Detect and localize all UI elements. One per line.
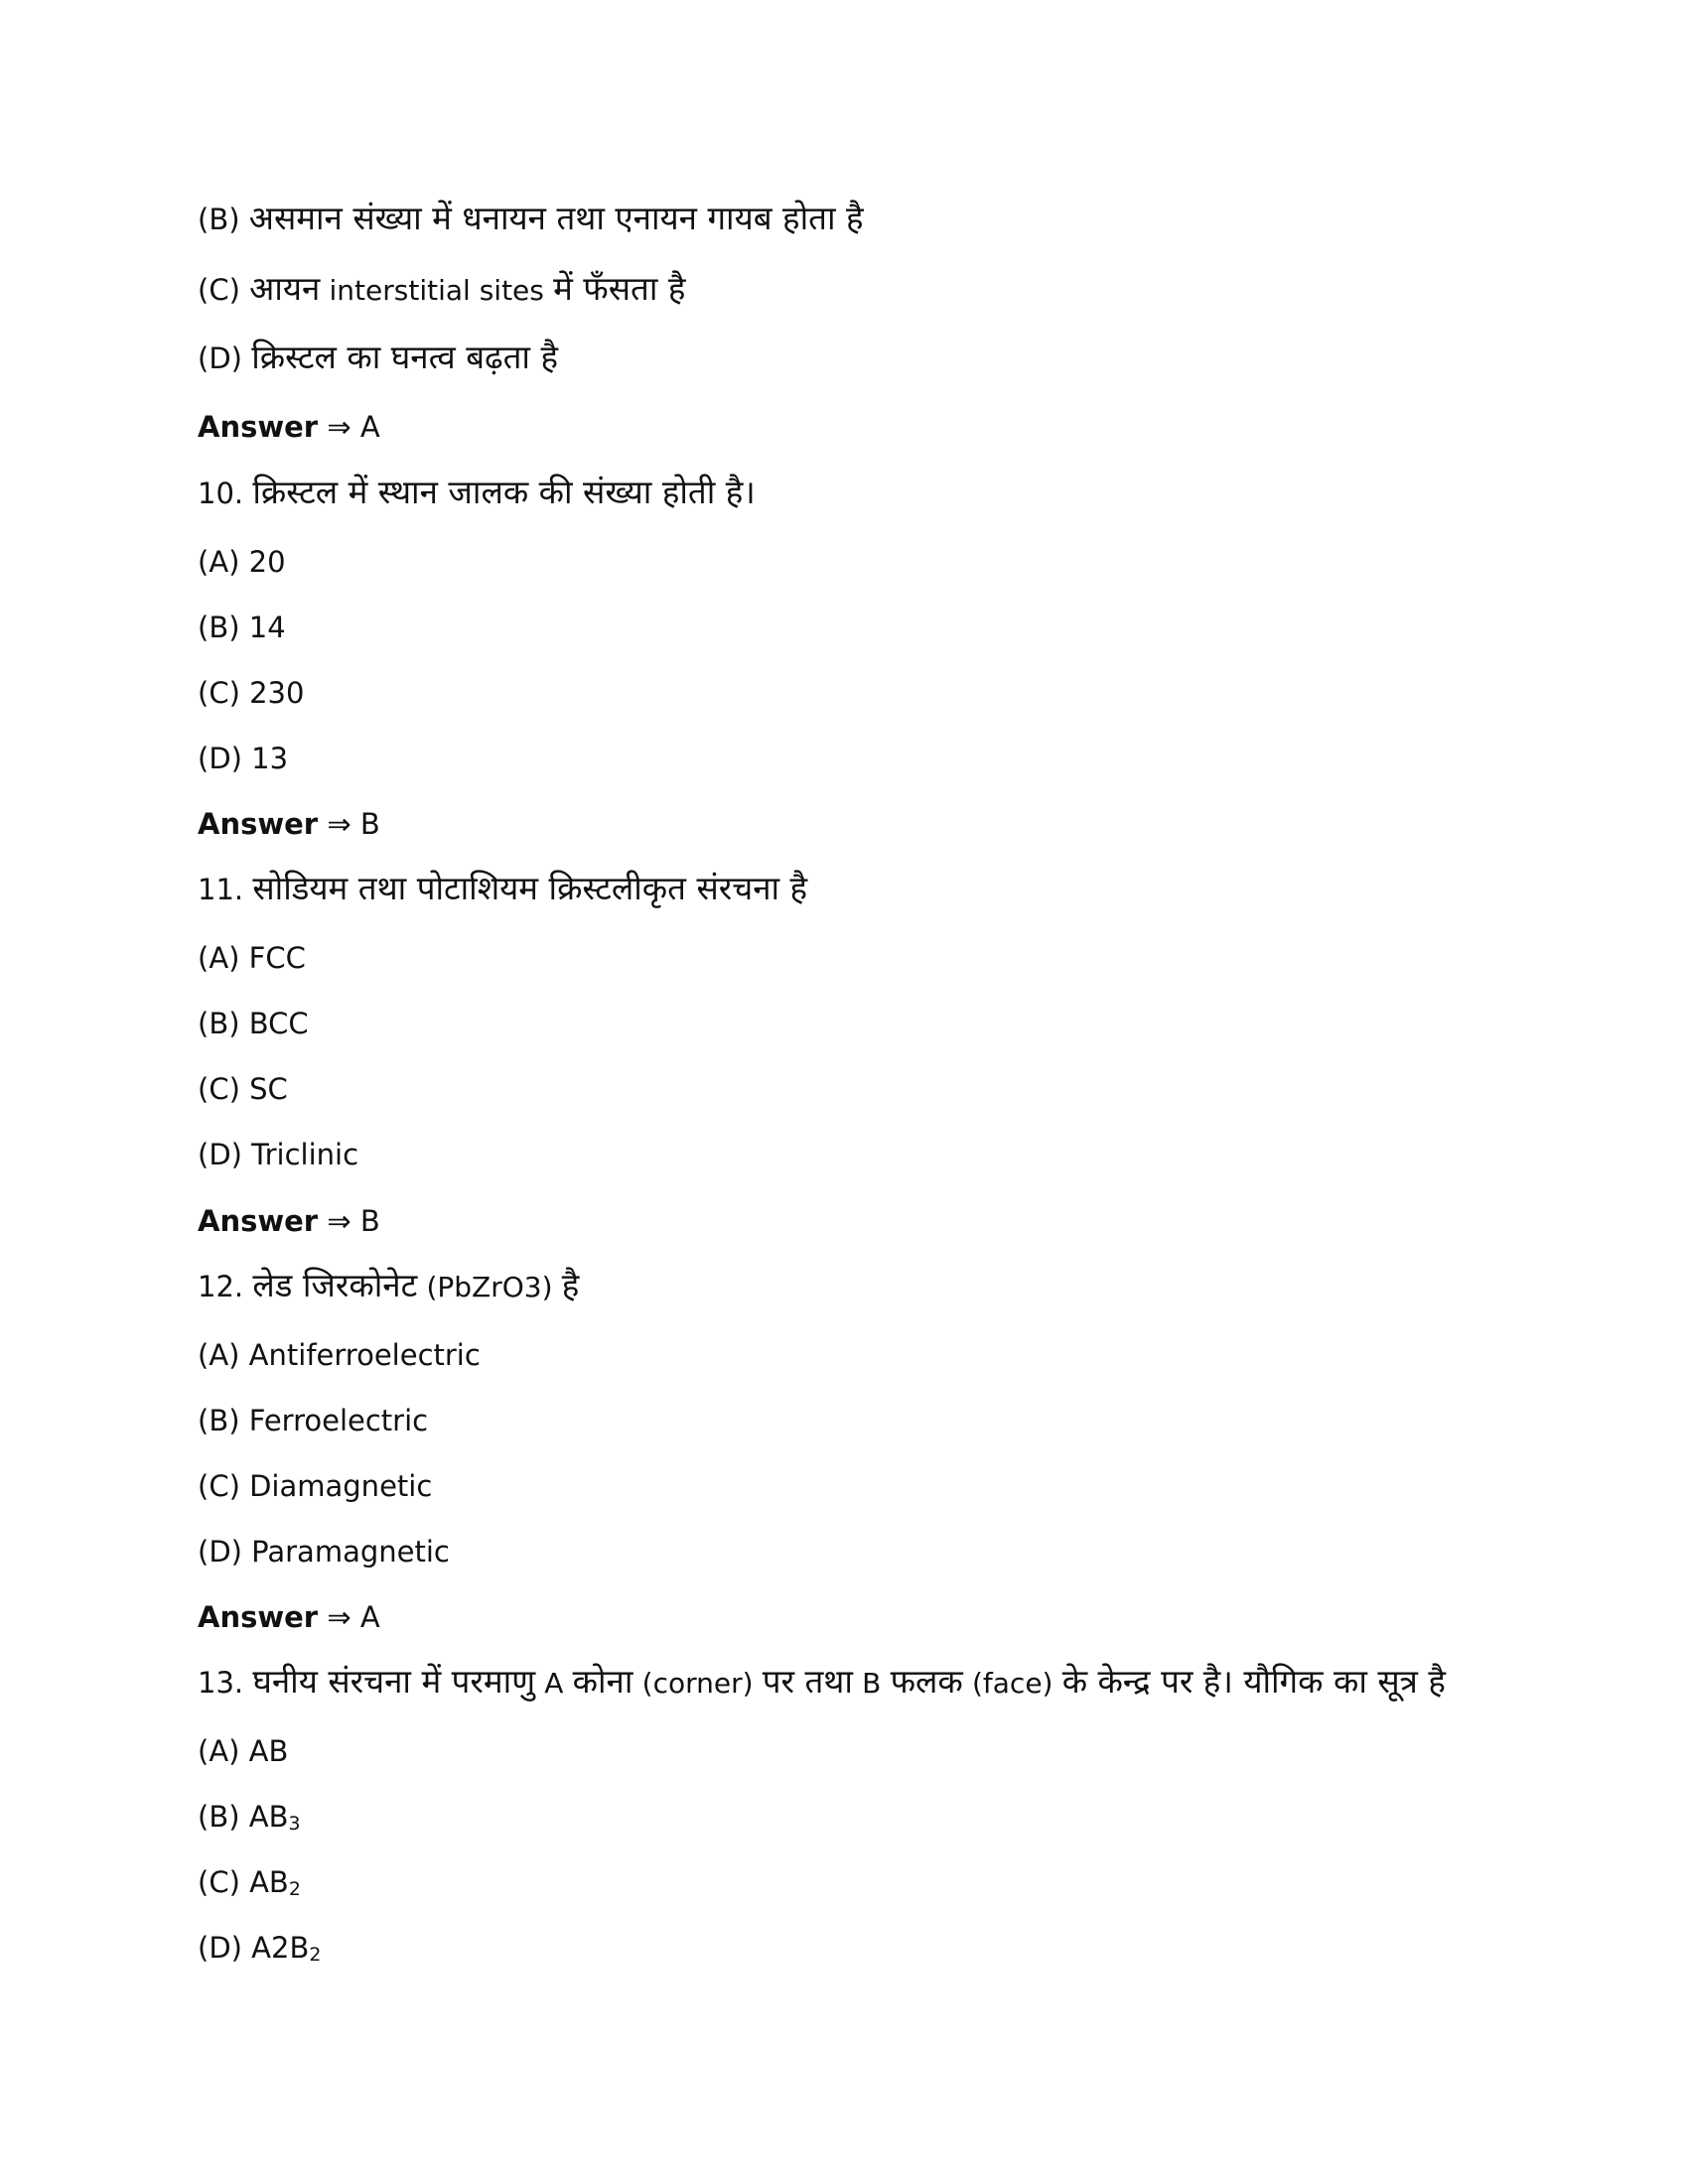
answer-value: ⇒ B [327, 1204, 380, 1238]
option-label: (C) [198, 273, 240, 307]
option-text: आयन [249, 269, 321, 308]
answer-label: Answer [198, 410, 319, 444]
q11-option-d: (D) Triclinic [198, 1138, 359, 1171]
subscript: 3 [288, 1813, 301, 1835]
option-text: में फँसता है [553, 269, 686, 308]
q12-option-d: (D) Paramagnetic [198, 1535, 450, 1569]
option-text: (B) AB [198, 1800, 289, 1834]
option-label: (D) [198, 341, 242, 375]
q9-option-c [198, 269, 685, 309]
question-text: है [561, 1266, 580, 1304]
q10-option-c: (C) 230 [198, 676, 305, 710]
q12-question [198, 1266, 579, 1305]
answer-value: ⇒ A [327, 1600, 380, 1634]
subscript: 2 [288, 1878, 301, 1900]
q12-option-b: (B) Ferroelectric [198, 1404, 429, 1437]
question-text: कोना [572, 1662, 633, 1701]
q11-option-b: (B) BCC [198, 1007, 309, 1040]
q11-option-a: (A) FCC [198, 941, 306, 975]
answer-label: Answer [198, 807, 319, 841]
q11-question [198, 869, 807, 908]
question-text-english: (corner) [641, 1667, 754, 1700]
option-text: असमान संख्या में धनायन तथा एनायन गायब होता है [248, 199, 864, 237]
question-text: घनीय संरचना में परमाणु [252, 1662, 536, 1701]
q10-answer [198, 804, 380, 844]
question-number: 10. [198, 477, 244, 510]
q10-option-a: (A) 20 [198, 545, 286, 579]
q10-option-b: (B) 14 [198, 611, 286, 644]
question-text: के केन्द्र पर है। यौगिक का सूत्र है [1061, 1662, 1446, 1701]
q10-question [198, 473, 756, 512]
answer-value: ⇒ B [327, 807, 380, 841]
question-number: 11. [198, 873, 244, 906]
question-text-english: A [544, 1667, 564, 1700]
q13-option-b [198, 1797, 300, 1837]
answer-label: Answer [198, 1204, 319, 1238]
q13-question [198, 1662, 1446, 1702]
question-text: लेड जिरकोनेट [252, 1266, 418, 1304]
option-text: (C) AB [198, 1865, 289, 1899]
q12-option-a: (A) Antiferroelectric [198, 1338, 481, 1372]
question-text: क्रिस्टल में स्थान जालक की संख्या होती है। [252, 473, 756, 511]
q10-option-d: (D) 13 [198, 742, 289, 775]
question-text: सोडियम तथा पोटाशियम क्रिस्टलीकृत संरचना है [252, 869, 808, 907]
q13-option-d [198, 1928, 321, 1968]
q11-option-c: (C) SC [198, 1072, 288, 1106]
question-text: पर तथा [762, 1662, 853, 1701]
answer-value: ⇒ A [327, 410, 380, 444]
question-number: 13. [198, 1666, 244, 1700]
q13-option-c [198, 1862, 301, 1902]
q9-option-d [198, 338, 558, 377]
subscript: 2 [309, 1944, 322, 1966]
option-label: (B) [198, 203, 240, 236]
question-text-english: (face) [971, 1667, 1054, 1700]
answer-label: Answer [198, 1600, 319, 1634]
question-text-english: B [862, 1667, 882, 1700]
q13-option-a: (A) AB [198, 1734, 289, 1768]
question-text: फलक [890, 1662, 963, 1701]
q11-answer [198, 1201, 380, 1241]
q9-option-b [198, 199, 864, 238]
option-text: (D) A2B [198, 1931, 310, 1965]
q12-option-c: (C) Diamagnetic [198, 1469, 433, 1503]
q9-answer [198, 407, 380, 447]
option-text: क्रिस्टल का घनत्व बढ़ता है [251, 338, 558, 376]
q12-answer [198, 1597, 380, 1637]
question-formula: (PbZrO3) [426, 1271, 553, 1303]
question-number: 12. [198, 1270, 244, 1303]
option-text-english: interstitial sites [329, 274, 544, 307]
